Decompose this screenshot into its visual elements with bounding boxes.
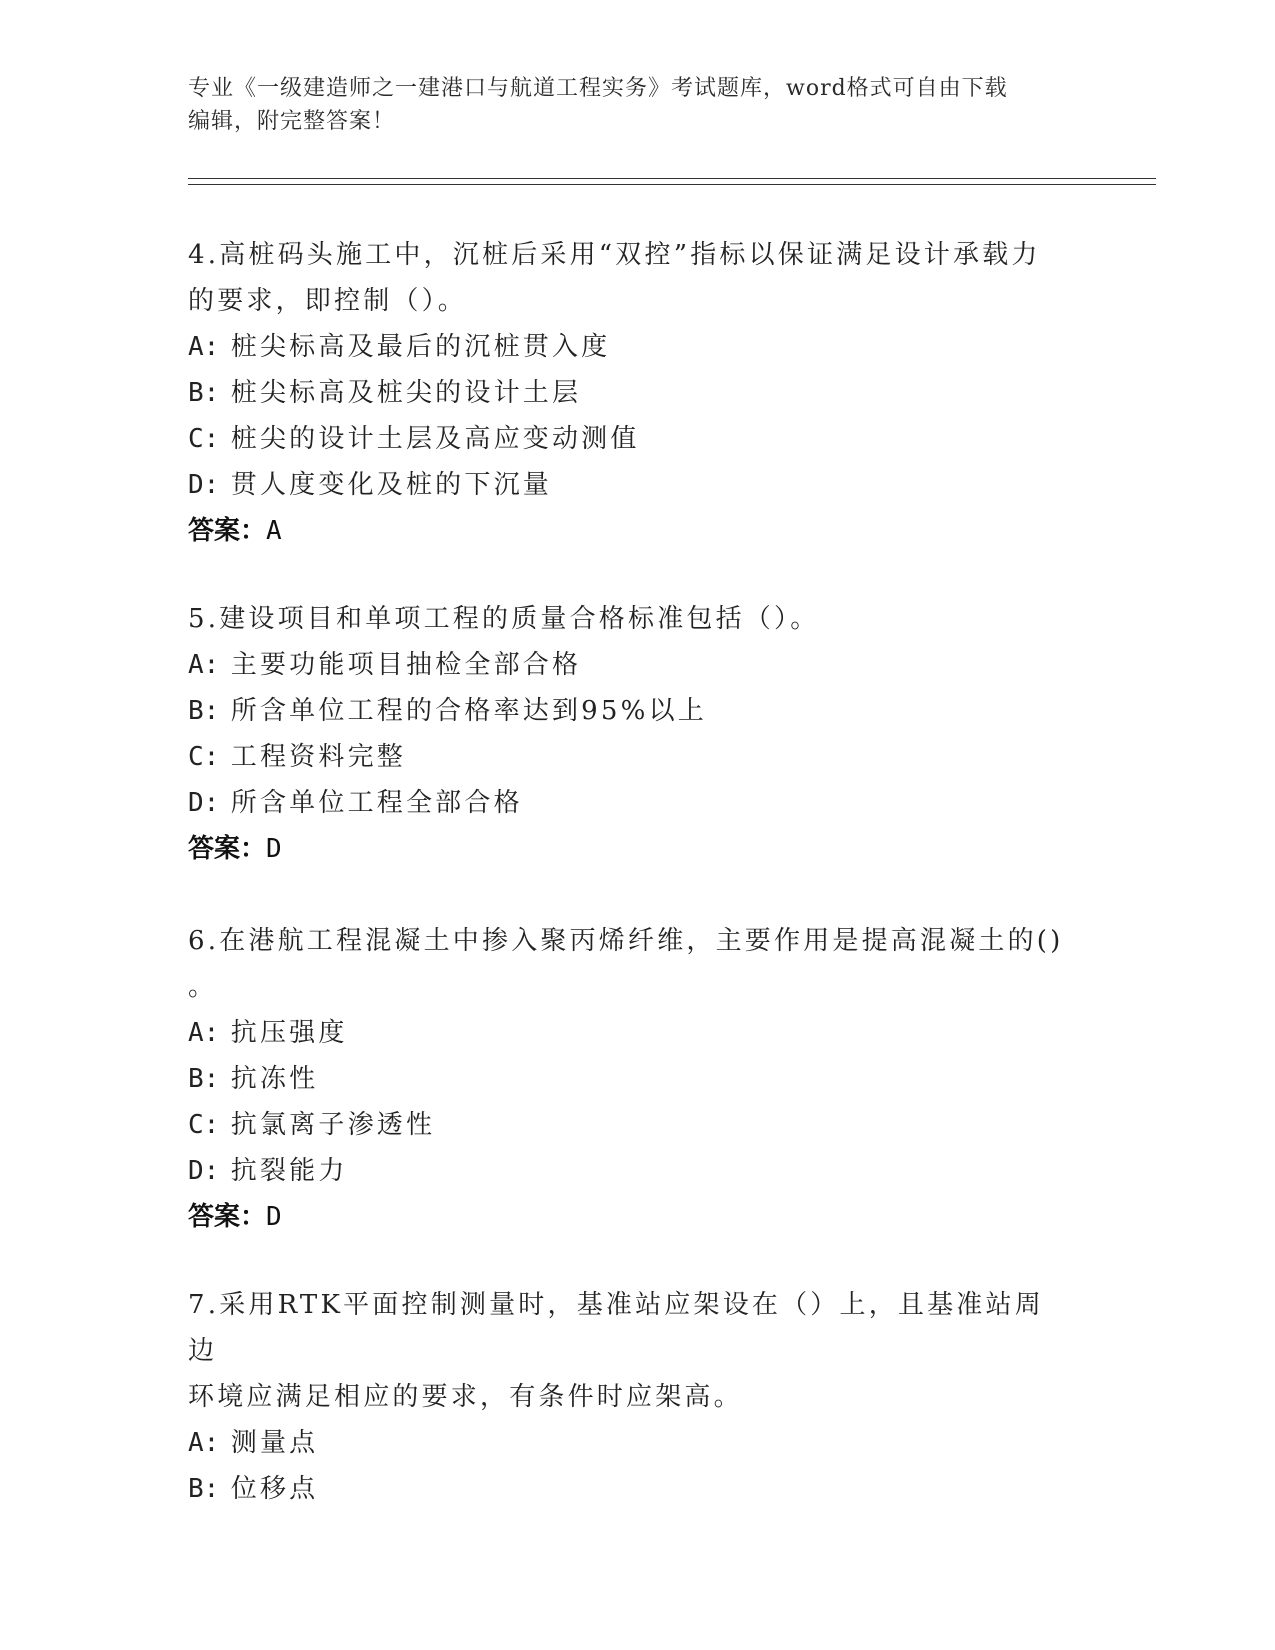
option-letter: A: — [188, 650, 220, 680]
option-text: 位移点 — [230, 1474, 319, 1504]
option-d — [188, 1148, 1068, 1194]
option-text: 桩尖标高及最后的沉桩贯入度 — [230, 332, 611, 362]
answer-value: A — [266, 516, 282, 546]
question-6 — [188, 918, 1068, 1240]
option-letter: B: — [188, 1474, 220, 1504]
answer-value: D — [266, 834, 282, 864]
document-header — [188, 72, 1068, 138]
option-b — [188, 688, 1068, 734]
answer-label: 答案： — [188, 1202, 267, 1232]
question-stem-line: 环境应满足相应的要求，有条件时应架高。 — [188, 1382, 743, 1412]
option-letter: D: — [188, 1156, 220, 1186]
option-text: 测量点 — [230, 1428, 319, 1458]
option-a — [188, 324, 1068, 370]
option-text: 所含单位工程全部合格 — [230, 788, 523, 818]
option-a — [188, 642, 1068, 688]
option-text: 工程资料完整 — [230, 742, 406, 772]
answer-value: D — [266, 1202, 282, 1232]
option-letter: A: — [188, 332, 220, 362]
option-text: 桩尖标高及桩尖的设计土层 — [230, 378, 582, 408]
option-b — [188, 1466, 1068, 1512]
header-line-1: 专业《一级建造师之一建港口与航道工程实务》考试题库，word格式可自由下载 — [188, 76, 1008, 101]
option-letter: C: — [188, 1110, 220, 1140]
option-c — [188, 416, 1068, 462]
option-letter: B: — [188, 378, 220, 408]
option-d — [188, 462, 1068, 508]
answer-line — [188, 1194, 1068, 1240]
option-text: 所含单位工程的合格率达到95%以上 — [230, 696, 707, 726]
header-divider-bottom — [188, 184, 1156, 185]
answer-line — [188, 508, 1068, 554]
question-stem-line: 的要求，即控制（）。 — [188, 286, 468, 316]
question-stem-line: 7.采用RTK平面控制测量时，基准站应架设在（）上，且基准站周边 — [188, 1290, 1044, 1366]
option-letter: D: — [188, 470, 220, 500]
option-b — [188, 1056, 1068, 1102]
option-text: 抗裂能力 — [230, 1156, 348, 1186]
answer-line — [188, 826, 1068, 872]
option-text: 抗冻性 — [230, 1064, 319, 1094]
answer-label: 答案： — [188, 516, 267, 546]
option-letter: C: — [188, 742, 220, 772]
option-a — [188, 1420, 1068, 1466]
option-letter: A: — [188, 1428, 220, 1458]
option-letter: A: — [188, 1018, 220, 1048]
option-d — [188, 780, 1068, 826]
question-stem-line: 4.高桩码头施工中，沉桩后采用“双控”指标以保证满足设计承载力 — [188, 240, 1041, 270]
answer-label: 答案： — [188, 834, 267, 864]
header-line-2: 编辑，附完整答案！ — [188, 109, 396, 134]
option-a — [188, 1010, 1068, 1056]
option-text: 贯人度变化及桩的下沉量 — [230, 470, 552, 500]
option-letter: B: — [188, 696, 220, 726]
option-c — [188, 734, 1068, 780]
question-stem-line: 5.建设项目和单项工程的质量合格标准包括（）。 — [188, 604, 820, 634]
header-divider-top — [188, 178, 1156, 179]
question-5 — [188, 596, 1068, 872]
option-b — [188, 370, 1068, 416]
question-stem-line: 6.在港航工程混凝土中掺入聚丙烯纤维，主要作用是提高混凝土的() — [188, 926, 1064, 956]
option-letter: D: — [188, 788, 220, 818]
question-7 — [188, 1282, 1068, 1512]
question-stem-line: 。 — [188, 972, 218, 1002]
option-letter: B: — [188, 1064, 220, 1094]
option-text: 桩尖的设计土层及高应变动测值 — [230, 424, 640, 454]
question-4 — [188, 232, 1068, 554]
option-c — [188, 1102, 1068, 1148]
option-text: 抗氯离子渗透性 — [230, 1110, 436, 1140]
option-text: 抗压强度 — [230, 1018, 348, 1048]
option-text: 主要功能项目抽检全部合格 — [230, 650, 582, 680]
option-letter: C: — [188, 424, 220, 454]
